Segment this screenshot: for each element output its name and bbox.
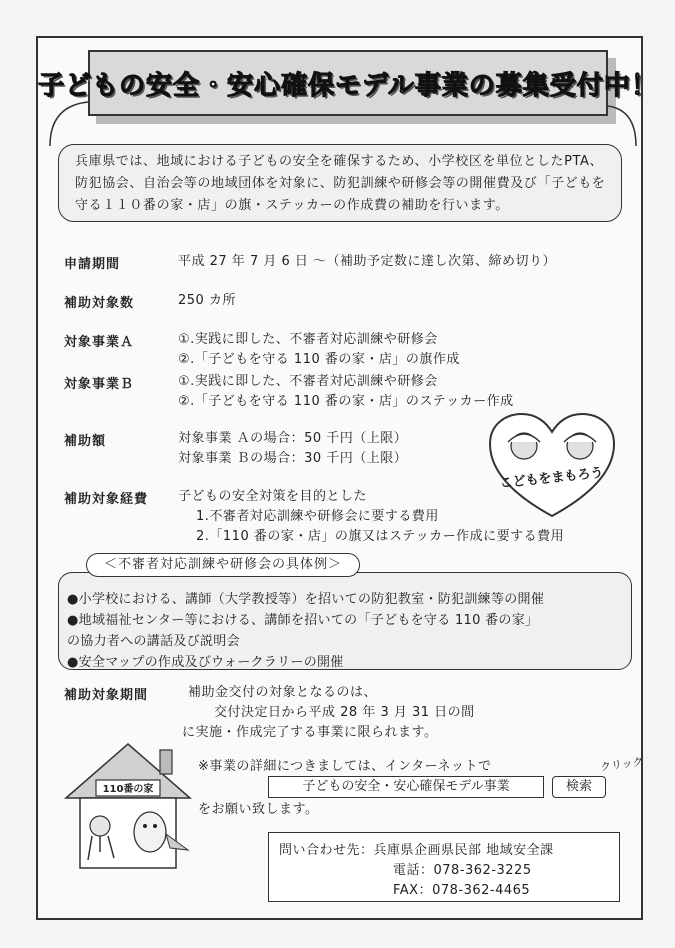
eligible-costs-intro: 子どもの安全対策を目的とした <box>178 489 368 504</box>
project-b-label: 対象事業Ｂ <box>64 377 135 392</box>
examples-heading: ＜不審者対応訓練や研修会の具体例＞ <box>86 553 360 577</box>
project-a-label: 対象事業Ａ <box>64 335 135 350</box>
subsidy-amount-label: 補助額 <box>64 434 107 449</box>
example-item-1: ●小学校における、講師（大学教授等）を招いての防犯教室・防犯訓練等の開催 <box>67 592 545 607</box>
child-figure <box>90 816 110 836</box>
contact-phone: 電話：078-362-3225 <box>393 863 532 878</box>
eligible-period-line-3: に実施・作成完了する事業に限られます。 <box>182 725 438 740</box>
eligible-costs-item-1: 1.不審者対応訓練や研修会に要する費用 <box>196 509 439 524</box>
example-item-2: ●地域福祉センター等における、講師を招いての「子どもを守る 110 番の家」 <box>67 613 539 628</box>
examples-box <box>58 572 632 670</box>
application-period-value: 平成 27 年 7 月 6 日 〜（補助予定数に達し次第、締め切り） <box>178 254 557 269</box>
contact-box <box>268 832 620 902</box>
target-count-label: 補助対象数 <box>64 296 135 311</box>
contact-fax: FAX：078-362-4465 <box>393 883 531 898</box>
eligible-period-line-1: 補助金交付の対象となるのは、 <box>188 685 378 700</box>
heart-badge <box>488 412 616 520</box>
intro-text: 兵庫県では、地域における子どもの安全を確保するため、小学校区を単位としたPTA、防犯協会、自治会等の地域団体を対象に、防犯訓練や研修会等の開催費及び「子どもを守る１１０番の家・店」の旗・ステッカーの作成費の補助を行います。 <box>58 144 622 222</box>
search-button: 検索 <box>552 776 606 798</box>
page-title: 子どもの安全・安心確保モデル事業の募集受付中！ <box>38 70 658 101</box>
contact-label: 問い合わせ先：兵庫県企画県民部 地域安全課 <box>279 843 554 858</box>
project-a-item-1: ①.実践に即した、不審者対応訓練や研修会 <box>178 332 438 347</box>
eligible-costs-label: 補助対象経費 <box>64 492 149 507</box>
example-item-3: ●安全マップの作成及びウォークラリーの開催 <box>67 655 344 670</box>
click-label: クリック <box>599 755 645 774</box>
subsidy-amount-b: 対象事業 Ｂの場合：30 千円（上限） <box>178 451 408 466</box>
eligible-costs-item-2: 2.「110 番の家・店」の旗又はステッカー作成に要する費用 <box>196 529 565 544</box>
eligible-period-label: 補助対象期間 <box>64 688 149 703</box>
eligible-period-line-2: 交付決定日から平成 28 年 3 月 31 日の間 <box>214 705 475 720</box>
house-illustration <box>62 740 194 870</box>
house-sign-text: 110番の家 <box>102 784 154 795</box>
project-b-item-2: ②.「子どもを守る 110 番の家・店」のステッカー作成 <box>178 394 514 409</box>
heart-badge-text: こどもをまもろう <box>499 465 605 492</box>
closing-text: をお願い致します。 <box>198 802 319 817</box>
project-a-item-2: ②.「子どもを守る 110 番の家・店」の旗作成 <box>178 352 460 367</box>
internet-note: ※事業の詳細につきましては、インターネットで <box>198 759 492 774</box>
example-item-2-cont: の協力者への講話及び説明会 <box>67 634 240 649</box>
search-query-field: 子どもの安全・安心確保モデル事業 <box>268 776 544 798</box>
application-period-label: 申請期間 <box>64 257 121 272</box>
subsidy-amount-a: 対象事業 Ａの場合：50 千円（上限） <box>178 431 408 446</box>
target-count-value: 250 カ所 <box>178 293 236 308</box>
project-b-item-1: ①.実践に即した、不審者対応訓練や研修会 <box>178 374 438 389</box>
bird-mascot <box>134 812 166 852</box>
